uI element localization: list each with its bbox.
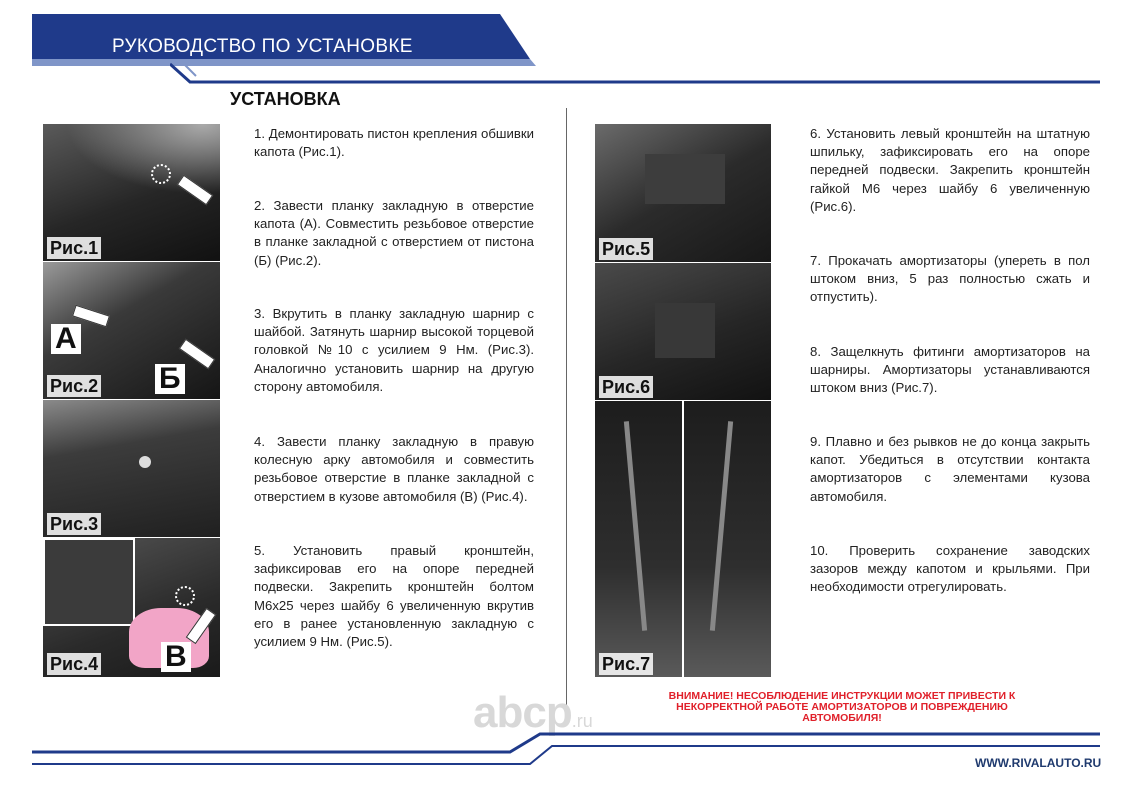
step-3: 3. Вкрутить в планку закладную шарнир с шайбой. Затянуть шарнир высокой торцевой головкой №10 с усилием 9 Нм. (Рис.3). Аналогично установить шарнир на другую сторону автомобиля. [254,306,534,394]
step-8: 8. Защелкнуть фитинги амортизаторов на шарниры. Амортизаторы устанавливаются штоком вниз (Рис.7). [810,344,1090,396]
highlight-circle [175,586,195,606]
watermark-logo: abcp.ru [473,688,593,737]
figure-label: Рис.1 [47,237,101,259]
figure-3-photo [43,400,220,537]
highlight-circle [151,164,171,184]
header-rule [170,60,1100,90]
section-title: УСТАНОВКА [230,89,341,109]
step-2: 2. Завести планку закладную в отверстие капота (А). Совместить резьбовое отверстие в планке закладной с отверстием от пистона (Б) (Рис.2). [254,198,534,268]
marker-b: Б [155,364,185,394]
figure-4-photo [43,538,220,677]
step-9: 9. Плавно и без рывков не до конца закрыть капот. Убедиться в отсутствии контакта амортизаторов с элементами кузова автомобиля. [810,434,1090,504]
figure-label: Рис.3 [47,513,101,535]
marker-a: А [51,324,81,354]
footer-rule [0,730,1131,770]
step-10: 10. Проверить сохранение заводских зазоров между капотом и крыльями. При необходимости отрегулировать. [810,543,1090,595]
figure-7-photo [595,401,771,677]
warning-text: ВНИМАНИЕ! НЕСОБЛЮДЕНИЕ ИНСТРУКЦИИ МОЖЕТ ПРИВЕСТИ К НЕКОРРЕКТНОЙ РАБОТЕ АМОРТИЗАТОРОВ И ПОВРЕЖДЕНИЮ АВТОМОБИЛЯ! [668,690,1016,724]
figure-label: Рис.5 [599,238,653,260]
footer-website-link[interactable]: WWW.RIVALAUTO.RU [975,756,1102,770]
figure-label: Рис.6 [599,376,653,398]
figure-6-photo [595,263,771,400]
figure-label: Рис.7 [599,653,653,675]
step-4: 4. Завести планку закладную в правую колесную арку автомобиля и совместить резьбовое отверстие в планке закладной с отверстием в кузове автомобиля (В) (Рис.4). [254,434,534,504]
step-7: 7. Прокачать амортизаторы (упереть в пол штоком вниз, 5 раз полностью сжать и отпустить). [810,253,1090,305]
column-divider [566,108,567,708]
figure-1-photo [43,124,220,261]
figure-label: Рис.4 [47,653,101,675]
figure-label: Рис.2 [47,375,101,397]
step-5: 5. Установить правый кронштейн, зафиксировав его на опоре передней подвески. Закрепить кронштейн болтом М6х25 через шайбу 6 увеличенную вкрутив его в ранее установленную закладную с усилием 9 Нм. (Рис.5). [254,543,534,650]
step-1: 1. Демонтировать пистон крепления обшивки капота (Рис.1). [254,126,534,160]
header-title: РУКОВОДСТВО ПО УСТАНОВКЕ [112,36,413,57]
figure-5-photo [595,124,771,262]
marker-v: В [161,642,191,672]
step-6: 6. Установить левый кронштейн на штатную шпильку, зафиксировать его на опоре передней подвески. Закрепить кронштейн гайкой М6 через шайбу 6 увеличенную (Рис.6). [810,126,1090,214]
figure-2-photo [43,262,220,399]
